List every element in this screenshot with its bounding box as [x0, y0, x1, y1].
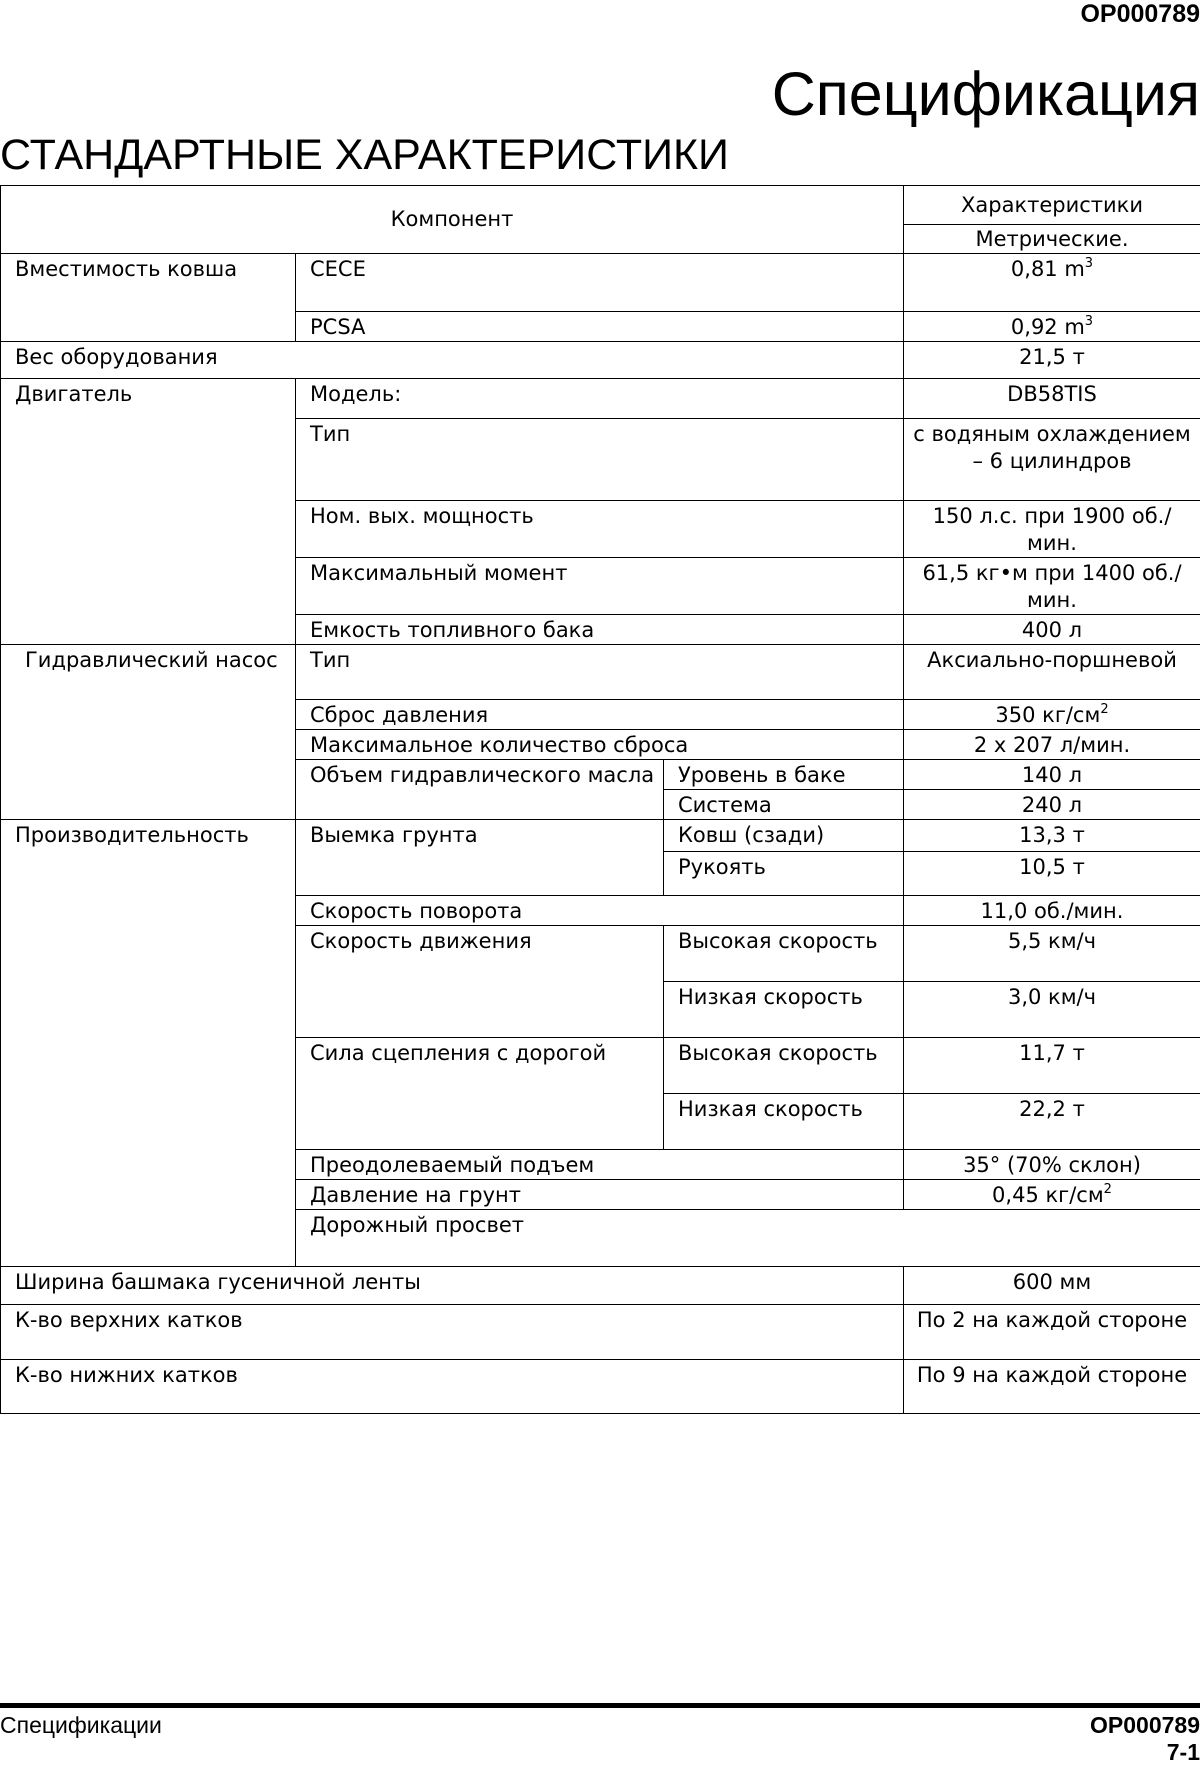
- footer-page-number: 7-1: [1090, 1739, 1200, 1766]
- performance-label: Производительность: [1, 820, 296, 1267]
- lower-rollers-label: К-во нижних катков: [1, 1360, 904, 1414]
- pump-type-value: Аксиально-поршневой: [904, 645, 1200, 700]
- cece-label: CECE: [296, 254, 904, 312]
- shoe-width-label: Ширина башмака гусеничной ленты: [1, 1267, 904, 1305]
- fuel-tank-label: Емкость топливного бака: [296, 615, 904, 645]
- table-row: [1, 379, 1200, 419]
- tank-level-label: Уровень в баке: [664, 760, 904, 790]
- lower-rollers-value: По 9 на каждой стороне: [904, 1360, 1200, 1414]
- ground-pressure-label: Давление на грунт: [296, 1180, 904, 1210]
- table-row: [1, 645, 1200, 700]
- doc-id-header: OP000789: [1080, 0, 1200, 29]
- tank-level-value: 140 л: [904, 760, 1200, 790]
- swing-speed-value: 11,0 об./мин.: [904, 896, 1200, 926]
- engine-torque-value: 61,5 кг•м при 1400 об./мин.: [904, 558, 1200, 615]
- shoe-width-value: 600 мм: [904, 1267, 1200, 1305]
- section-title: СТАНДАРТНЫЕ ХАРАКТЕРИСТИКИ: [0, 132, 729, 179]
- engine-type-value: с водяным охлаждением – 6 цилиндров: [904, 419, 1200, 501]
- swing-speed-label: Скорость поворота: [296, 896, 904, 926]
- traction-low-label: Низкая скорость: [664, 1094, 904, 1150]
- engine-torque-label: Максимальный момент: [296, 558, 904, 615]
- dig-bucket-value: 13,3 т: [904, 820, 1200, 852]
- table-row: [1, 342, 1200, 379]
- engine-model-value: DB58TIS: [904, 379, 1200, 419]
- travel-high-label: Высокая скорость: [664, 926, 904, 982]
- cece-value: 0,81 $m^3$: [904, 254, 1200, 312]
- footer-section-name: Спецификации: [0, 1712, 162, 1739]
- dig-label: Выемка грунта: [296, 820, 664, 896]
- bucket-label: Вместимость ковша: [1, 254, 296, 342]
- table-row: [1, 1360, 1200, 1414]
- clearance-label: Дорожный просвет: [296, 1210, 1200, 1267]
- weight-label: Вес оборудования: [1, 342, 904, 379]
- pcsa-value: 0,92 $m^3$: [904, 312, 1200, 342]
- table-row: [1, 1305, 1200, 1360]
- footer-divider: [0, 1703, 1200, 1708]
- spec-table: [0, 185, 1200, 1414]
- relief-label: Сброс давления: [296, 700, 904, 730]
- engine-power-value: 150 л.с. при 1900 об./мин.: [904, 501, 1200, 558]
- dig-bucket-label: Ковш (сзади): [664, 820, 904, 852]
- page-title: Спецификация: [772, 64, 1200, 125]
- grade-label: Преодолеваемый подъем: [296, 1150, 904, 1180]
- upper-rollers-label: К-во верхних катков: [1, 1305, 904, 1360]
- footer-doc-id: OP000789: [1090, 1712, 1200, 1739]
- dig-arm-label: Рукоять: [664, 852, 904, 896]
- weight-value: 21,5 т: [904, 342, 1200, 379]
- traction-high-label: Высокая скорость: [664, 1038, 904, 1094]
- dig-arm-value: 10,5 т: [904, 852, 1200, 896]
- traction-label: Сила сцепления с дорогой: [296, 1038, 664, 1150]
- travel-low-value: 3,0 км/ч: [904, 982, 1200, 1038]
- relief-value: 350 $кг/см^2$: [904, 700, 1200, 730]
- fuel-tank-value: 400 л: [904, 615, 1200, 645]
- upper-rollers-value: По 2 на каждой стороне: [904, 1305, 1200, 1360]
- header-characteristics: Характеристики: [904, 186, 1200, 225]
- travel-high-value: 5,5 км/ч: [904, 926, 1200, 982]
- flow-label: Максимальное количество сброса: [296, 730, 904, 760]
- pcsa-label: PCSA: [296, 312, 904, 342]
- engine-label: Двигатель: [1, 379, 296, 645]
- ground-pressure-value: 0,45 $кг/см^2$: [904, 1180, 1200, 1210]
- engine-power-label: Ном. вых. мощность: [296, 501, 904, 558]
- system-value: 240 л: [904, 790, 1200, 820]
- system-label: Система: [664, 790, 904, 820]
- travel-speed-label: Скорость движения: [296, 926, 664, 1038]
- header-component: Компонент: [1, 186, 904, 254]
- engine-type-label: Тип: [296, 419, 904, 501]
- grade-value: 35° (70% склон): [904, 1150, 1200, 1180]
- flow-value: 2 x 207 л/мин.: [904, 730, 1200, 760]
- header-metric: Метрические.: [904, 225, 1200, 254]
- oil-volume-label: Объем гидравлического масла: [296, 760, 664, 820]
- pump-type-label: Тип: [296, 645, 904, 700]
- table-row: [1, 820, 1200, 852]
- traction-low-value: 22,2 т: [904, 1094, 1200, 1150]
- table-row: [1, 254, 1200, 312]
- traction-high-value: 11,7 т: [904, 1038, 1200, 1094]
- engine-model-label: Модель:: [296, 379, 904, 419]
- travel-low-label: Низкая скорость: [664, 982, 904, 1038]
- table-row: [1, 1267, 1200, 1305]
- footer-page-info: [1090, 1712, 1200, 1766]
- pump-label: Гидравлический насос: [1, 645, 296, 820]
